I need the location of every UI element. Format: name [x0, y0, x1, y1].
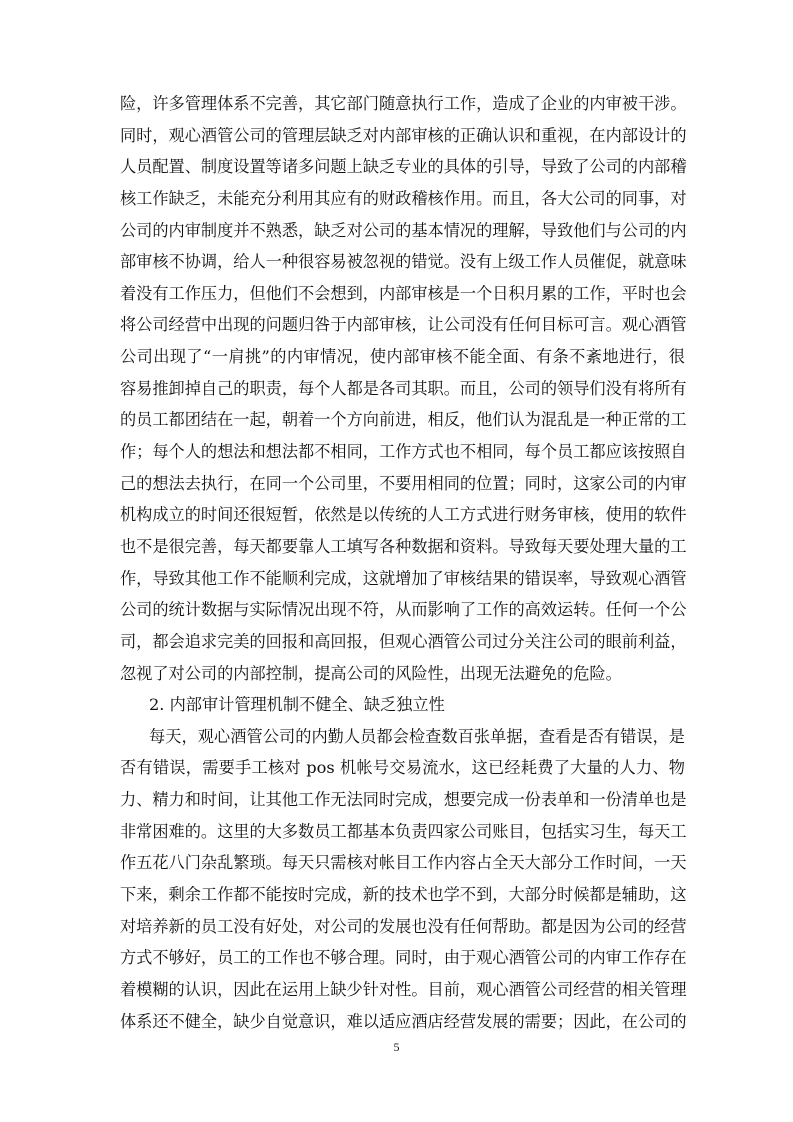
text-line: 也不是很完善，每天都要靠人工填写各种数据和资料。导致每天要处理大量的工: [120, 536, 687, 556]
text-line: 机构成立的时间还很短暂，依然是以传统的人工方式进行财务审核，使用的软件: [120, 505, 687, 525]
text-line: 公司出现了“一肩挑”的内审情况，使内部审核不能全面、有条不紊地进行，很: [120, 347, 685, 367]
text-line: 公司的统计数据与实际情况出现不符，从而影响了工作的高效运转。任何一个公: [120, 600, 687, 620]
text-line: 险，许多管理体系不完善，其它部门随意执行工作，造成了企业的内审被干涉。: [120, 94, 687, 113]
text-line: 的员工都团结在一起，朝着一个方向前进，相反，他们认为混乱是一种正常的工: [120, 410, 687, 430]
text-line: 着没有工作压力，但他们不会想到，内部审核是一个日积月累的工作，平时也会: [120, 283, 687, 303]
text-line: 人员配置、制度设置等诸多问题上缺乏专业的具体的引导，导致了公司的内部稽: [120, 157, 687, 177]
text-line: 否有错误，需要手工核对 pos 机帐号交易流水，这已经耗费了大量的人力、物: [120, 758, 685, 778]
text-line: 作，导致其他工作不能顺利完成，这就增加了审核结果的错误率，导致观心酒管: [120, 568, 687, 588]
text-line: 公司的内审制度并不熟悉，缺乏对公司的基本情况的理解，导致他们与公司的内: [120, 220, 687, 240]
text-line: 容易推卸掉自己的职责，每个人都是各司其职。而且，公司的领导们没有将所有: [120, 378, 687, 398]
text-line: 同时，观心酒管公司的管理层缺乏对内部审核的正确认识和重视，在内部设计的: [120, 125, 687, 145]
body-text: [120, 88, 685, 1037]
paragraph-end-line: 忽视了对公司的内部控制，提高公司的风险性，出现无法避免的危险。: [120, 663, 622, 683]
text-line: 核工作缺乏，未能充分利用其应有的财政稽核作用。而且，各大公司的同事，对: [120, 188, 687, 208]
text-line: 下来，剩余工作都不能按时完成，新的技术也学不到，大部分时候都是辅助，这: [120, 885, 687, 905]
text-line: 方式不够好，员工的工作也不够合理。同时，由于观心酒管公司的内审工作存在: [120, 948, 687, 968]
text-line: 己的想法去执行，在同一个公司里，不要用相同的位置；同时，这家公司的内审: [120, 473, 687, 493]
text-line: 着模糊的认识，因此在运用上缺少针对性。目前，观心酒管公司经营的相关管理: [120, 979, 687, 999]
text-line: 力、精力和时间，让其他工作无法同时完成，想要完成一份表单和一份清单也是: [120, 790, 687, 810]
text-line: 部审核不协调，给人一种很容易被忽视的错觉。没有上级工作人员催促，就意味: [120, 252, 687, 272]
text-line: 将公司经营中出现的问题归咎于内部审核，让公司没有任何目标可言。观心酒管: [120, 315, 687, 335]
section-heading: 2. 内部审计管理机制不健全、缺乏独立性: [149, 695, 445, 715]
paragraph-first-line: 每天，观心酒管公司的内勤人员都会检查数百张单据，查看是否有错误，是: [149, 726, 685, 746]
page-number: 5: [393, 1040, 400, 1054]
text-line: 作五花八门杂乱繁琐。每天只需核对帐目工作内容占全天大部分工作时间，一天: [120, 853, 687, 873]
text-line: 体系还不健全，缺少自觉意识，难以适应酒店经营发展的需要；因此，在公司的: [120, 1011, 687, 1031]
text-line: 司，都会追求完美的回报和高回报，但观心酒管公司过分关注公司的眼前利益，: [120, 631, 687, 651]
text-line: 对培养新的员工没有好处，对公司的发展也没有任何帮助。都是因为公司的经营: [120, 916, 687, 936]
text-line: 作；每个人的想法和想法都不相同，工作方式也不相同，每个员工都应该按照自: [120, 442, 687, 462]
text-line: 非常困难的。这里的大多数员工都基本负责四家公司账目，包括实习生，每天工: [120, 821, 687, 841]
